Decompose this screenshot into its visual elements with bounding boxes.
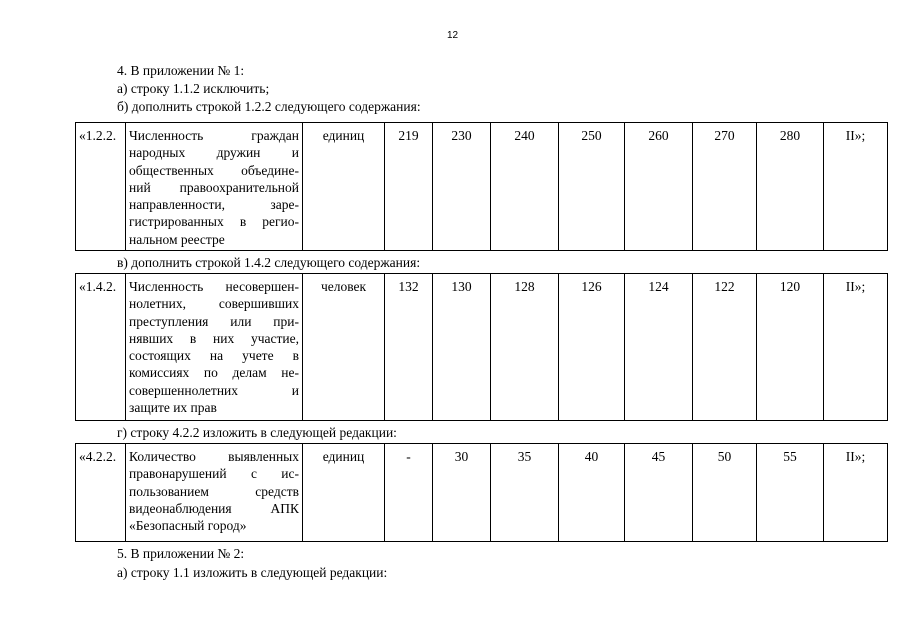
description-line: состоящих на учете в [129,348,299,364]
row-value: 55 [757,444,824,542]
row-value: 230 [433,123,491,251]
paragraph-replace-row-1-1: а) строку 1.1 изложить в следующей редакции: [117,565,388,580]
description-line: преступления или при- [129,313,299,329]
row-value: 40 [559,444,625,542]
row-unit: человек [303,274,385,421]
row-value: 250 [559,123,625,251]
row-code: «4.2.2. [76,444,126,542]
row-value: 132 [385,274,433,421]
paragraph-exclude-row: а) строку 1.1.2 исключить; [117,81,270,96]
amendment-table-1-2-2 [75,122,888,251]
row-value: 124 [625,274,693,421]
row-unit: единиц [303,123,385,251]
description-line: нолетних, совершивших [129,296,299,312]
description-line: нявших в них участие, [129,330,299,346]
description-line: направленности, заре- [129,197,299,213]
row-value: 130 [433,274,491,421]
row-unit: единиц [303,444,385,542]
description-line: ний правоохранительной [129,179,299,195]
row-value: 120 [757,274,824,421]
row-description [126,123,303,251]
row-tail: II»; [824,444,888,542]
row-tail: II»; [824,274,888,421]
row-code: «1.4.2. [76,274,126,421]
description-line: общественных объедине- [129,162,299,178]
description-line: гистрированных в регио- [129,214,299,230]
row-value: 122 [693,274,757,421]
paragraph-add-row-1-4-2: в) дополнить строкой 1.4.2 следующего содержания: [117,255,421,270]
amendment-table-4-2-2 [75,443,888,542]
table-row [76,274,888,421]
row-value: 260 [625,123,693,251]
description-line: Количество выявленных [129,449,299,464]
row-value: 35 [491,444,559,542]
table-row [76,444,888,542]
row-value: 280 [757,123,824,251]
row-description [126,444,303,542]
amendment-table-1-4-2 [75,273,888,421]
row-value: 126 [559,274,625,421]
row-value: 219 [385,123,433,251]
paragraph-appendix-1: 4. В приложении № 1: [117,63,245,78]
paragraph-replace-row-4-2-2: г) строку 4.2.2 изложить в следующей редакции: [117,425,397,440]
description-line: Численность несовершен- [129,279,299,294]
description-line: народных дружин и [129,145,299,161]
row-value: 240 [491,123,559,251]
description-line: защите их прав [129,400,217,416]
description-line: комиссиях по делам не- [129,365,299,381]
description-line: Численность граждан [129,128,299,143]
paragraph-appendix-2: 5. В приложении № 2: [117,546,245,561]
description-line: видеонаблюдения АПК [129,500,299,516]
description-line: нальном реестре [129,231,225,247]
page-number: 12 [446,30,459,41]
description-line: совершеннолетних и [129,382,299,398]
row-tail: II»; [824,123,888,251]
paragraph-add-row-1-2-2: б) дополнить строкой 1.2.2 следующего содержания: [117,99,421,114]
row-value: 270 [693,123,757,251]
row-description [126,274,303,421]
description-line: правонарушений с ис- [129,466,299,482]
description-line: пользованием средств [129,483,299,499]
row-value: 50 [693,444,757,542]
row-code: «1.2.2. [76,123,126,251]
row-value: 128 [491,274,559,421]
row-value: 30 [433,444,491,542]
row-value: 45 [625,444,693,542]
description-line: «Безопасный город» [129,518,247,534]
row-value: - [385,444,433,542]
table-row [76,123,888,251]
